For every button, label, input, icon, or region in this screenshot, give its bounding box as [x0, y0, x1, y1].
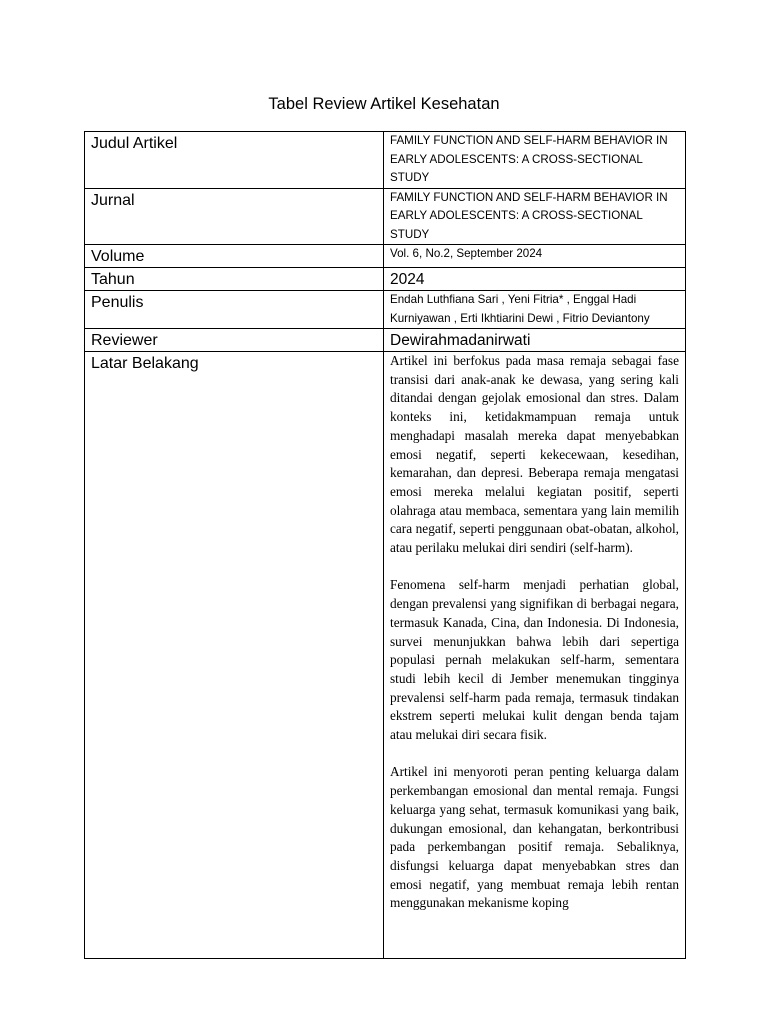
judul-line-2: EARLY ADOLESCENTS: A CROSS-SECTIONAL STUDY — [390, 152, 643, 184]
row-jurnal — [85, 188, 686, 245]
label-jurnal: Jurnal — [85, 188, 384, 245]
row-judul-artikel — [85, 132, 686, 189]
label-judul-artikel: Judul Artikel — [85, 132, 384, 189]
label-volume: Volume — [85, 245, 384, 268]
value-penulis — [384, 291, 686, 329]
latar-belakang-text — [390, 352, 679, 958]
latar-paragraph-3: Artikel ini menyoroti peran penting keluarga dalam perkembangan emosional dan mental remaja. Fungsi keluarga yang sehat, termasuk komunikasi yang baik, dukungan emosional, dan kehangatan, berkontribusi pada perkembangan positif remaja. Sebaliknya, disfungsi keluarga dapat menyebabkan stres dan emosi negatif, yang membuat remaja lebih rentan menggunakan mekanisme koping — [390, 764, 679, 911]
value-tahun: 2024 — [384, 268, 686, 291]
value-volume: Vol. 6, No.2, September 2024 — [384, 245, 686, 268]
latar-paragraph-2: Fenomena self-harm menjadi perhatian global, dengan prevalensi yang signifikan di berbagai negara, termasuk Kanada, Cina, dan Indonesia. Di Indonesia, survei menunjukkan bahwa lebih dari sepertiga populasi pernah melakukan self-harm, sementara studi lebih kecil di Jember menemukan tingginya prevalensi self-harm pada remaja, termasuk tindakan ekstrem seperti melukai kulit dengan benda tajam atau melukai diri secara fisik. — [390, 577, 679, 743]
penulis-line-1: Endah Luthfiana Sari , Yeni Fitria* , Enggal Hadi — [390, 293, 637, 306]
review-table — [84, 131, 686, 959]
label-tahun: Tahun — [85, 268, 384, 291]
row-volume — [85, 245, 686, 268]
row-penulis — [85, 291, 686, 329]
latar-paragraph-1: Artikel ini berfokus pada masa remaja sebagai fase transisi dari anak-anak ke dewasa, yang sering kali ditandai dengan gejolak emosional dan stres. Dalam konteks ini, ketidakmampuan remaja untuk menghadapi masalah mereka dapat menyebabkan emosi negatif, seperti kekecewaan, kesedihan, kemarahan, dan depresi. Beberapa remaja mengatasi emosi mereka melalui kegiatan positif, seperti olahraga atau membaca, sementara yang lain memilih cara negatif, seperti penggunaan obat-obatan, alkohol, atau perilaku melukai diri sendiri (self-harm). — [390, 353, 679, 556]
label-reviewer: Reviewer — [85, 329, 384, 352]
label-penulis: Penulis — [85, 291, 384, 329]
value-latar-belakang — [384, 352, 686, 959]
jurnal-line-1: FAMILY FUNCTION AND SELF-HARM BEHAVIOR IN — [390, 190, 668, 204]
row-latar-belakang — [85, 352, 686, 959]
value-reviewer: Dewirahmadanirwati — [384, 329, 686, 352]
row-reviewer — [85, 329, 686, 352]
jurnal-line-2: EARLY ADOLESCENTS: A CROSS-SECTIONAL STUDY — [390, 209, 643, 241]
value-judul-artikel — [384, 132, 686, 189]
document-title: Tabel Review Artikel Kesehatan — [268, 95, 500, 113]
value-jurnal — [384, 188, 686, 245]
row-tahun — [85, 268, 686, 291]
judul-line-1: FAMILY FUNCTION AND SELF-HARM BEHAVIOR IN — [390, 134, 668, 147]
label-latar-belakang: Latar Belakang — [85, 352, 384, 959]
penulis-line-2: Kurniyawan , Erti Ikhtiarini Dewi , Fitrio Deviantony — [390, 311, 650, 325]
